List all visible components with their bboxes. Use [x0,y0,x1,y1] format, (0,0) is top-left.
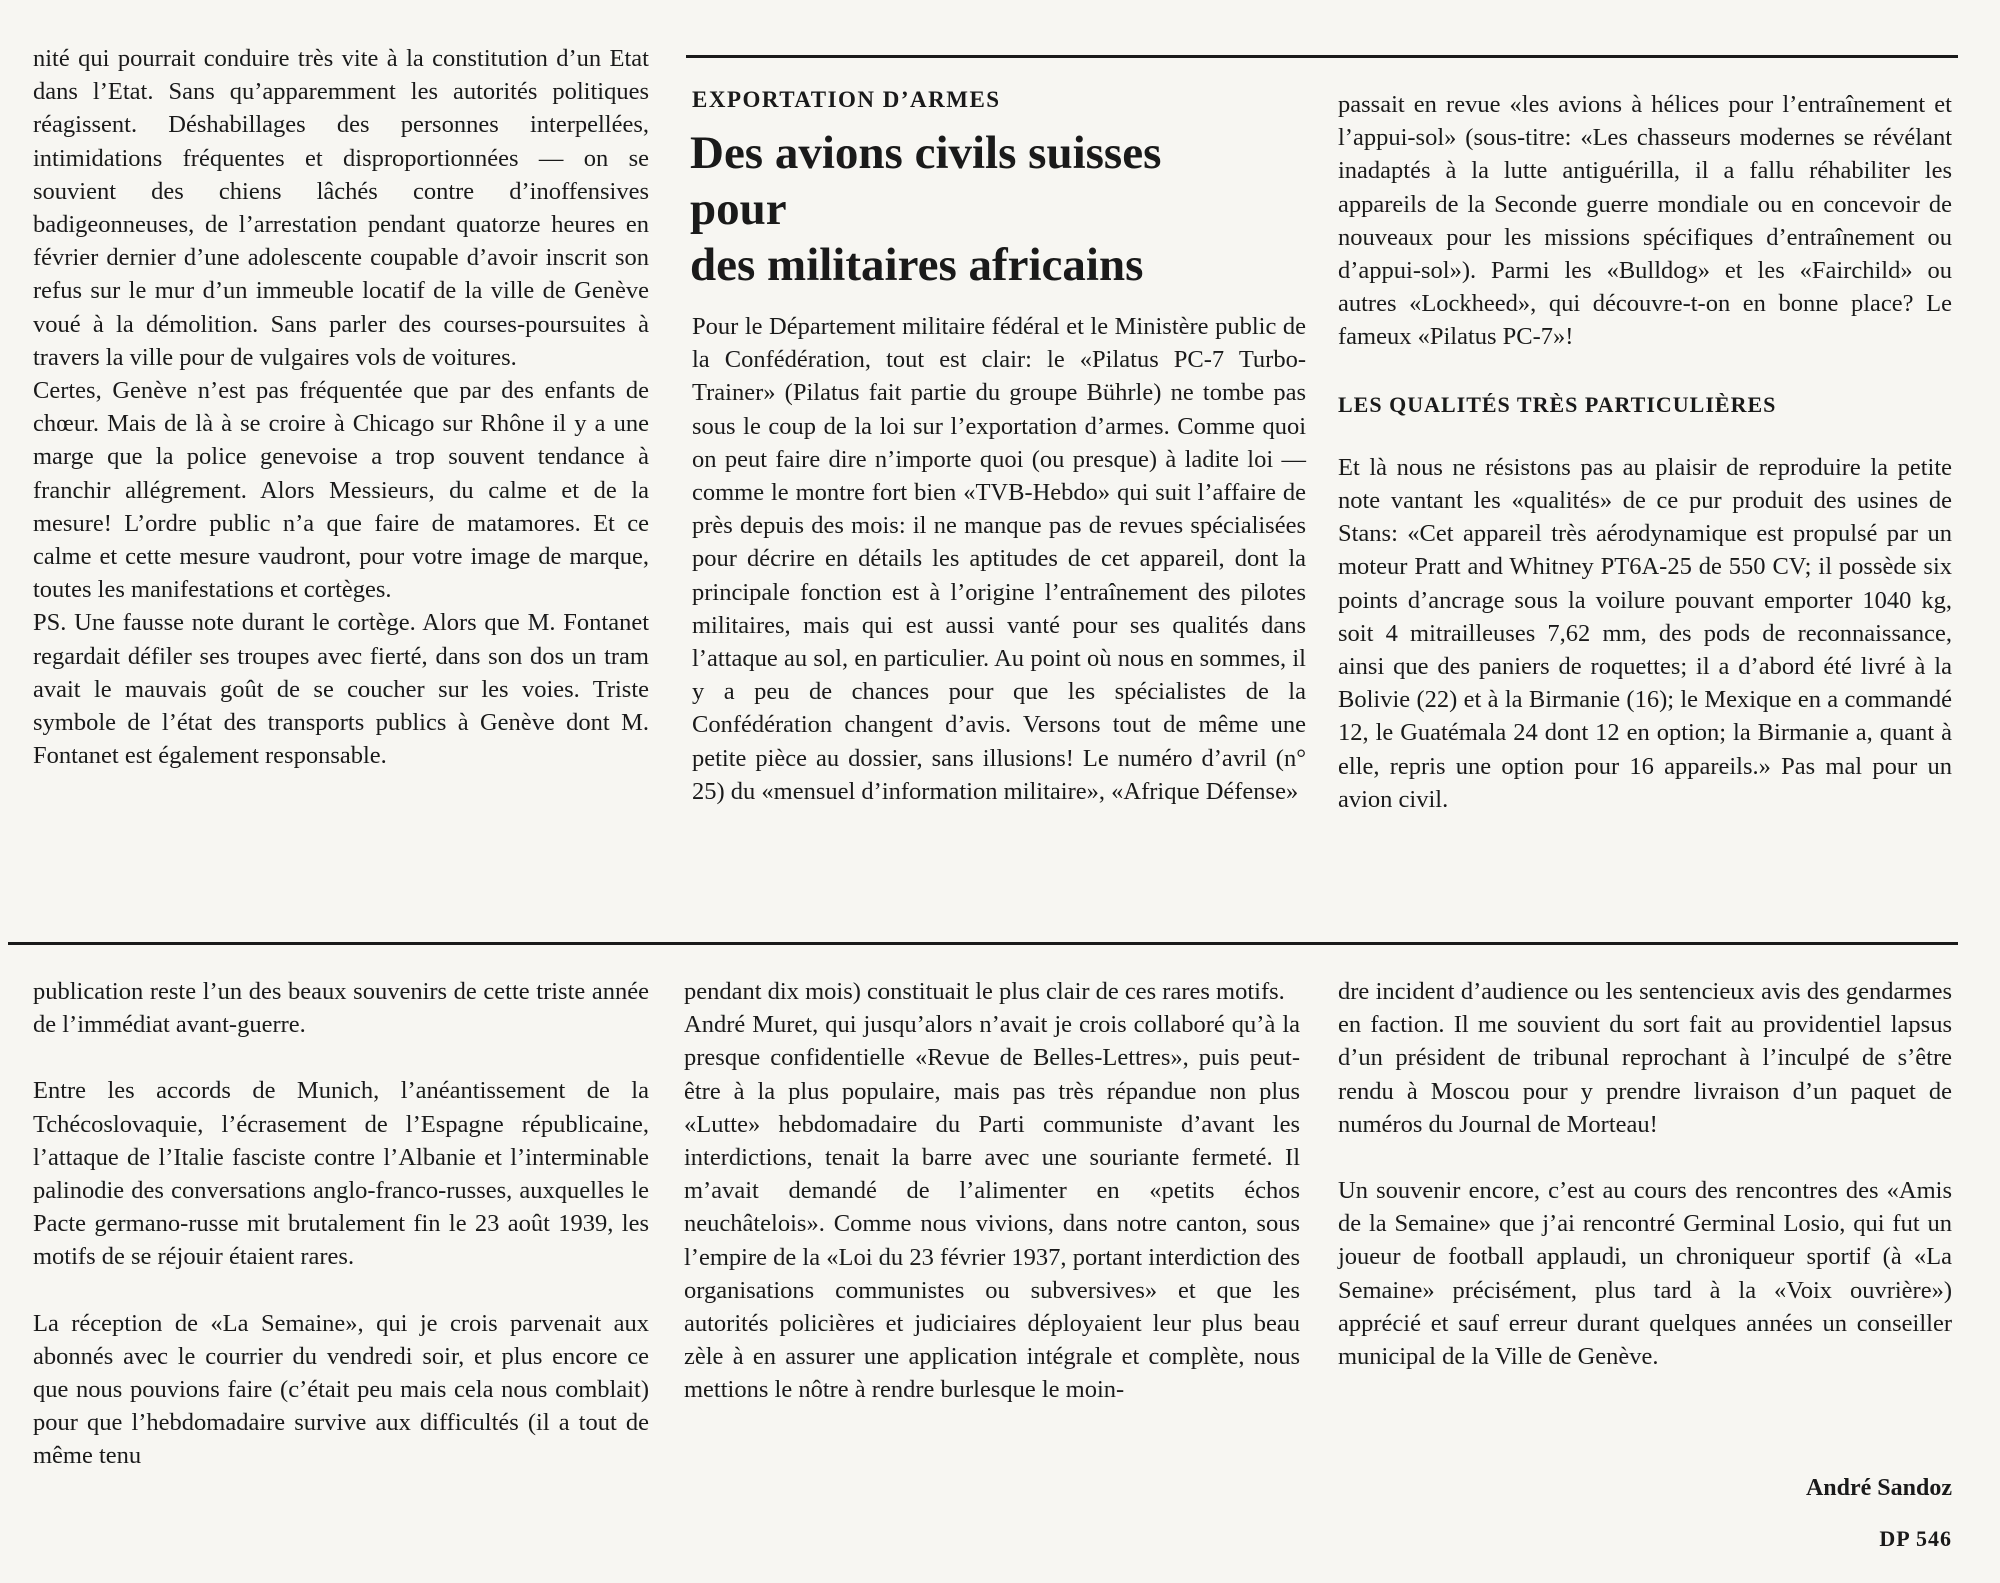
headline-line: pour [690,183,787,235]
paragraph: André Muret, qui jusqu’alors n’avait je crois collaboré qu’à la presque confidentielle «Revue de Belles-Lettres», puis peut-être à la plus populaire, mais pas très répandue non plus «Lutte» hebdomadaire du Parti communiste d’avant les interdictions, tenait la barre avec une souriante fermeté. Il m’avait demandé de l’alimenter en «petits échos neuchâtelois». Comme nous vivions, dans notre canton, sous l’empire de la «Loi du 23 février 1937, portant interdiction des organisations communistes ou subversives» et que les autorités policières et judiciaires déployaient leur plus beau zèle à en assurer une application intégrale et complète, nous mettions le nôtre à rendre burlesque le moin- [684,1011,1300,1404]
paragraph: Et là nous ne résistons pas au plaisir de reproduire la petite note vantant les «qualités» de ce pur produit des usines de Stans: «Cet appareil très aérodynamique est propulsé par un moteur Pratt and Whitney PT6A-25 de 550 CV; il possède six points d’ancrage sous la voilure pouvant emporter 1040 kg, soit 4 mitrailleuses 7,62 mm, des pods de reconnaissance, ainsi que des paniers de roquettes; il a d’abord été livré à la Bolivie (22) et à la Birmanie (16); le Mexique en a commandé 12, le Guatémala 24 dont 12 en option; la Birmanie a, quant à elle, repris une option pour 16 appareils.» Pas mal pour un avion civil. [1338,453,1952,813]
paragraph: Un souvenir encore, c’est au cours des rencontres des «Amis de la Semaine» que j’ai rencontré Germinal Losio, qui fut un joueur de football applaudi, un chroniqueur sportif (à «La Semaine» précisément, plus tard à la «Voix ouvrière») apprécié et sauf erreur durant quelques années un conseiller municipal de la Ville de Genève. [1338,1177,1952,1371]
article-kicker: EXPORTATION D’ARMES [692,87,1001,112]
paragraph: Pour le Département militaire fédéral et le Ministère public de la Confédération, tout est clair: le «Pilatus PC-7 Turbo-Trainer» (Pilatus fait partie du groupe Bührle) ne tombe pas sous le coup de la loi sur l’exportation d’armes. Comme quoi on peut faire dire n’importe quoi (ou presque) à ladite loi — comme le montre fort bien «TVB-Hebdo» qui suit l’affaire de près depuis des mois: il ne manque pas de revues spécialisées pour décrire en détails les aptitudes de cet appareil, dont la principale fonction est à l’origine l’entraînement des pilotes militaires, mais qui est aussi vanté pour ses qualités dans l’attaque au sol, en particulier. Au point où nous en sommes, il y a peu de chances pour que les spécialistes de la Confédération changent d’avis. Versons tout de même une petite pièce au dossier, sans illusions! Le numéro d’avril (n° 25) du «mensuel d’information militaire», «Afrique Défense» [692,313,1306,805]
article-column-2 [692,310,1306,808]
headline-line: Des avions civils suisses [690,127,1162,179]
bottom-column-1 [33,975,649,1473]
paragraph: nité qui pourrait conduire très vite à la constitution d’un Etat dans l’Etat. Sans qu’apparemment les autorités politiques réagissent. Déshabillages des personnes interpellées, intimidations fréquentes et disproportionnées — on se souvient des chiens lâchés contre d’inoffensives badigeonneuses, de l’arrestation pendant quatorze heures en février dernier d’une adolescente coupable d’avoir inscrit son refus sur le mur d’un immeuble locatif de la ville de Genève voué à la démolition. Sans parler des courses-poursuites à travers la ville pour de vulgaires vols de voitures. [33,45,649,371]
paragraph: PS. Une fausse note durant le cortège. Alors que M. Fontanet regardait défiler ses troupes avec fierté, dans son dos un tram avait le mauvais goût de se coucher sur les voies. Triste symbole de l’état des transports publics à Genève dont M. Fontanet est également responsable. [33,609,649,770]
paragraph: La réception de «La Semaine», qui je crois parvenait aux abonnés avec le courrier du vendredi soir, et plus encore ce que nous pouvions faire (c’était peu mais cela nous comblait) pour que l’hebdomadaire survive aux difficultés (il a tout de même tenu [33,1309,649,1470]
section-divider-rule [8,942,1958,945]
top-left-column [33,42,649,772]
bottom-column-2 [684,975,1300,1407]
paragraph: publication reste l’un des beaux souvenirs de cette triste année de l’immédiat avant-guerre. [33,978,649,1039]
article-column-3 [1338,88,1952,816]
article-top-rule [686,55,1958,58]
article-subheading: LES QUALITÉS TRÈS PARTICULIÈRES [1338,391,1777,417]
paragraph: pendant dix mois) constituait le plus clair de ces rares motifs. [684,978,1285,1005]
bottom-column-3 [1338,975,1952,1373]
paragraph: dre incident d’audience ou les sentencieux avis des gendarmes en faction. Il me souvient du sort fait au providentiel lapsus d’un président de tribunal reprochant à l’inculpé de s’être rendu à Moscou pour y prendre livraison d’un paquet de numéros du Journal de Morteau! [1338,978,1952,1138]
headline-line: des militaires africains [690,239,1144,291]
paragraph: Certes, Genève n’est pas fréquentée que par des enfants de chœur. Mais de là à se croire à Chicago sur Rhône il y a une marge que la police genevoise a trop souvent tendance à franchir allégrement. Alors Messieurs, du calme et de la mesure! L’ordre public n’a que faire de matamores. Et ce calme et cette mesure vaudront, pour votre image de marque, toutes les manifestations et cortèges. [33,377,649,604]
paragraph: Entre les accords de Munich, l’anéantissement de la Tchécoslovaquie, l’écrasement de l’Espagne républicaine, l’attaque de l’Italie fasciste contre l’Albanie et l’interminable palinodie des conversations anglo-franco-russes, auxquelles le Pacte germano-russe mit brutalement fin le 23 août 1939, les motifs de se réjouir étaient rares. [33,1077,649,1271]
page-folio: DP 546 [1879,1526,1952,1551]
author-signature: André Sandoz [1805,1475,1952,1501]
paragraph: passait en revue «les avions à hélices pour l’entraînement et l’appui-sol» (sous-titre: «Les chasseurs modernes se révélant inadaptés à la lutte antiguérilla, il a fallu réhabiliter les appareils de la Seconde guerre mondiale ou en concevoir de nouveaux pour les missions spécifiques d’entraînement ou d’appui-sol»). Parmi les «Bulldog» et les «Fairchild» ou autres «Lockheed», qui découvre-t-on en bonne place? Le fameux «Pilatus PC-7»! [1338,91,1952,351]
article-headline [690,125,1330,293]
